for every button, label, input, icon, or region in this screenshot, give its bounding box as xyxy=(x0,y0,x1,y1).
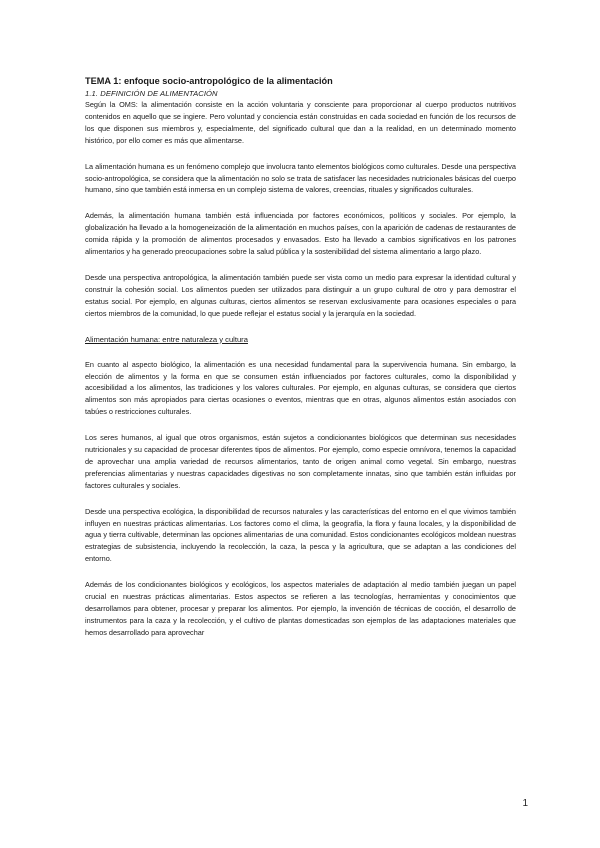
section-heading: Alimentación humana: entre naturaleza y cultura xyxy=(85,334,248,344)
paragraph: La alimentación humana es un fenómeno complejo que involucra tanto elementos biológicos como culturales. Desde una perspectiva socio-antropológica, se considera que la alimentación no solo se trata de satisfacer las necesidades nutricionales básicas del cuerpo humano, sino que también está inmersa en un complejo sistema de valores, creencias, rituales y significados culturales. xyxy=(85,161,516,195)
paragraph: Según la OMS: la alimentación consiste en la acción voluntaria y consciente para proporcionar al cuerpo productos nutritivos contenidos en aquello que se ingiere. Pero voluntad y conciencia están construidas en cada sociedad en función de los recursos de los que disponen sus miembros y, especialmente, del significado cultural que dan a la realidad, en un determinado momento histórico, por ello comer es más que alimentarse. xyxy=(85,100,516,145)
title-label: TEMA 1 xyxy=(85,76,119,86)
paragraph: En cuanto al aspecto biológico, la alimentación es una necesidad fundamental para la supervivencia humana. Sin embargo, la elección de alimentos y la forma en que se consumen están influenciados por factores culturales, como la disponibilidad y accesibilidad a los alimentos, las tradiciones y los valores culturales. Por ejemplo, en algunas culturas, se considera que ciertos alimentos son más apropiados para ciertas ocasiones o eventos, mientras que en otras, algunos alimentos están asociados con tabúes o restricciones culturales. xyxy=(85,359,516,417)
paragraph: Desde una perspectiva antropológica, la alimentación también puede ser vista como un medio para expresar la identidad cultural y construir la cohesión social. Los alimentos pueden ser utilizados para distinguir a un grupo cultural de otro y para demostrar el estatus social. Por ejemplo, en algunas culturas, ciertos alimentos se reservan exclusivamente para ocasiones especiales o para ciertos miembros de la comunidad, lo que puede reflejar el estatus social y la jerarquía en la sociedad. xyxy=(85,272,516,318)
paragraph: Además de los condicionantes biológicos y ecológicos, los aspectos materiales de adaptación al medio también juegan un papel crucial en nuestras prácticas alimentarias. Estos aspectos se refieren a las tecnologías, herramientas y conocimientos que desarrollamos para obtener, procesar y preparar los alimentos. Por ejemplo, la invención de técnicas de cocción, el desarrollo de instrumentos para la caza y la recolección, y el cultivo de plantas domesticadas son ejemplos de las adaptaciones materiales que hemos desarrollado para aprovechar xyxy=(85,580,516,637)
paragraph: Además, la alimentación humana también está influenciada por factores económicos, políticos y sociales. Por ejemplo, la globalización ha llevado a la homogeneización de la alimentación en muchos países, con la aparición de cadenas de restaurantes de comida rápida y la promoción de alimentos procesados y envasados. Esto ha llevado a cambios significativos en los patrones alimentarios y ha generado preocupaciones sobre la salud pública y la sostenibilidad del sistema alimentario a largo plazo. xyxy=(85,211,516,257)
paragraph: Los seres humanos, al igual que otros organismos, están sujetos a condicionantes biológicos que determinan sus necesidades nutricionales y su capacidad de procesar diferentes tipos de alimentos. Por ejemplo, como especie omnívora, tenemos la capacidad de aprovechar una amplia variedad de recursos alimentarios, tanto de origen animal como vegetal. Sin embargo, nuestras preferencias alimentarias y nuestras capacidades digestivas no son completamente innatas, sino que también están influidas por factores culturales y sociales. xyxy=(85,433,516,490)
page-number: 1 xyxy=(522,798,528,809)
paragraph: Desde una perspectiva ecológica, la disponibilidad de recursos naturales y las características del entorno en el que vivimos también influyen en nuestras prácticas alimentarias. Los factores como el clima, la geografía, la flora y fauna locales, y la disponibilidad de agua y tierra cultivable, determinan las opciones alimentarias de una comunidad. Estos condicionantes ecológicos moldean nuestras estrategias de subsistencia, incluyendo la recolección, la caza, la pesca y la agricultura, que se adaptan a las condiciones del entorno. xyxy=(85,506,516,564)
section-subtitle: 1.1. DEFINICIÓN DE ALIMENTACIÓN xyxy=(85,89,218,98)
title-text: : enfoque socio-antropológico de la alimentación xyxy=(118,76,333,86)
document-title xyxy=(85,76,516,87)
